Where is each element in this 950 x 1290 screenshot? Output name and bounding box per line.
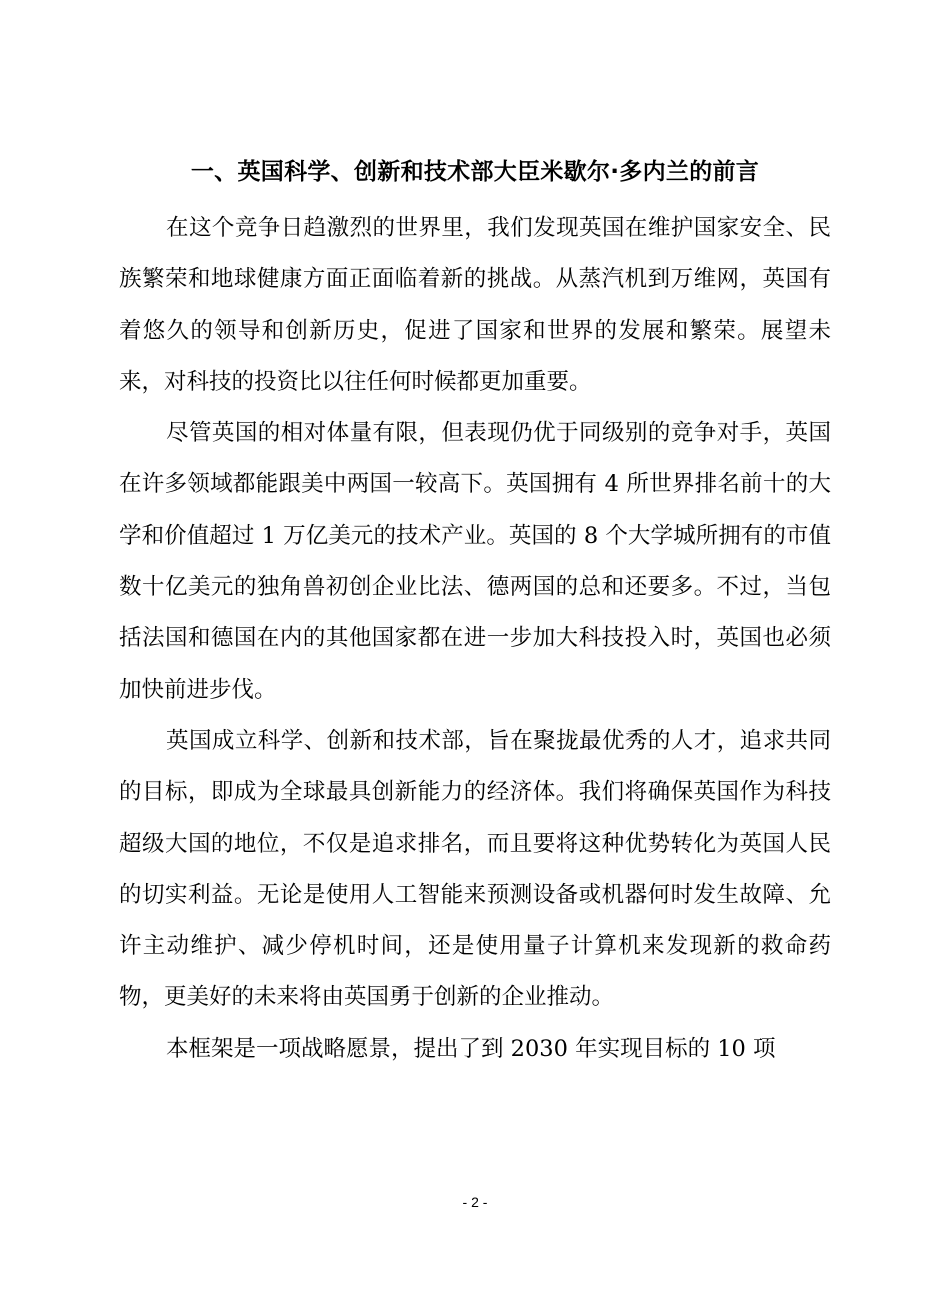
section-heading: 一、英国科学、创新和技术部大臣米歇尔·多内兰的前言 xyxy=(190,159,760,185)
page-number: - 2 - xyxy=(462,1194,488,1210)
paragraph-2: 尽管英国的相对体量有限，但表现仍优于同级别的竞争对手，英国在许多领域都能跟美中两国一较高下。英国拥有 4 所世界排名前十的大学和价值超过 1 万亿美元的技术产业。英国的 8 个大学城所拥有的市值数十亿美元的独角兽初创企业比法、德两国的总和还要多。不过，当包括法国和德国在内的其他国家都在进一步加大科技投入时，英国也必须加快前进步伐。 xyxy=(119,420,831,703)
paragraph-3: 英国成立科学、创新和技术部，旨在聚拢最优秀的人才，追求共同的目标，即成为全球最具创新能力的经济体。我们将确保英国作为科技超级大国的地位，不仅是追求排名，而且要将这种优势转化为英国人民的切实利益。无论是使用人工智能来预测设备或机器何时发生故障、允许主动维护、减少停机时间，还是使用量子计算机来发现新的救命药物，更美好的未来将由英国勇于创新的企业推动。 xyxy=(119,727,831,1011)
body-text xyxy=(119,203,831,1075)
paragraph-1: 在这个竞争日趋激烈的世界里，我们发现英国在维护国家安全、民族繁荣和地球健康方面正面临着新的挑战。从蒸汽机到万维网，英国有着悠久的领导和创新历史，促进了国家和世界的发展和繁荣。展望未来，对科技的投资比以往任何时候都更加重要。 xyxy=(119,215,831,395)
paragraph-4: 本框架是一项战略愿景，提出了到 2030 年实现目标的 10 项 xyxy=(166,1035,776,1062)
